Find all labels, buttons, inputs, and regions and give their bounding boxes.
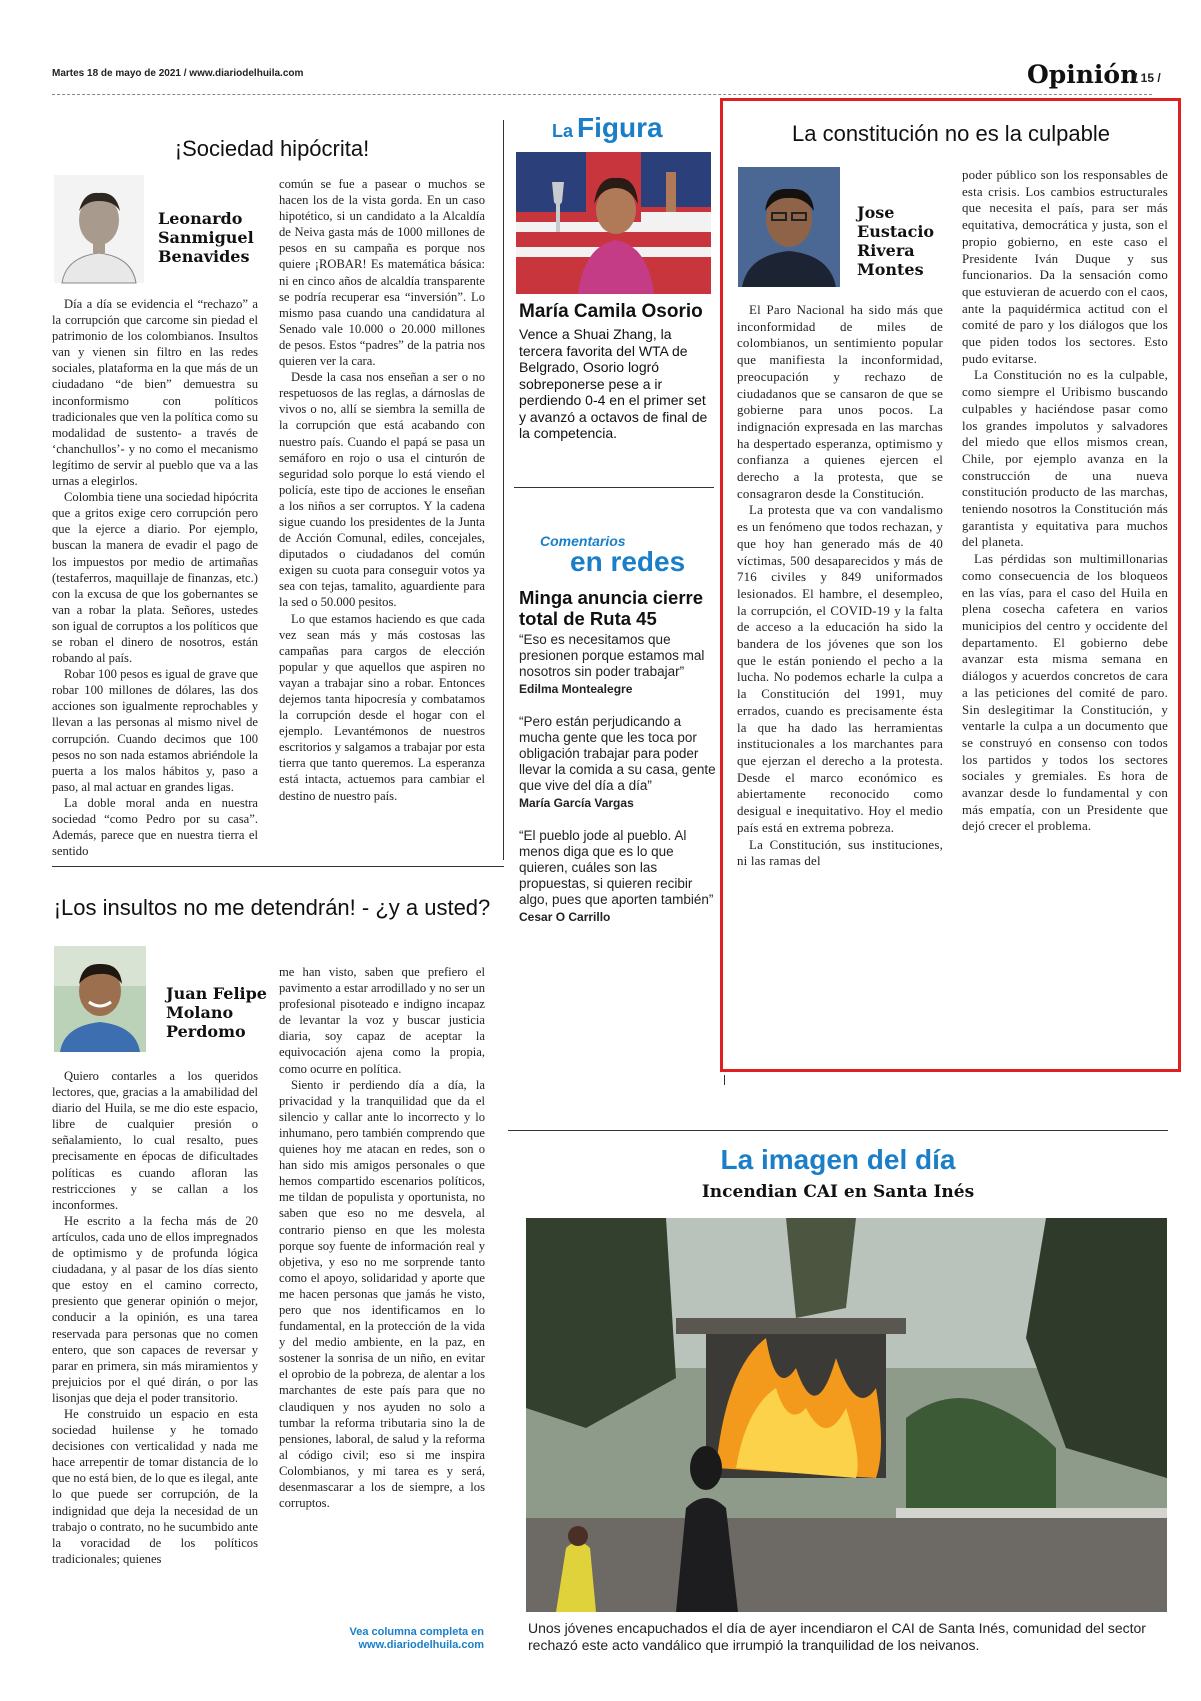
full-column-link[interactable]: Vea columna completa en www.diariodelhuila.com (349, 1626, 484, 1651)
column-divider (724, 1075, 725, 1085)
article-column-1 (52, 1068, 258, 1658)
paragraph: La Constitución, sus instituciones, ni las ramas del (737, 837, 943, 869)
paragraph: Siento ir perdiendo día a día, la privacidad y la tranquilidad que da el silencio y callar ante lo incorrecto y lo inhumano, pero también comprendo que quienes hoy me atacan en redes, son o han sido mis amigos personales o que hemos compartido escenarios políticos, me tildan de populista y oportunista, no saben que eso no me desvela, al contrario pienso en que les molesta porque soy fuente de información real y objetiva, y eso no me sorprende tanto como el apoyo, solidaridad y aporte que me hacen personas que jamás he visto, pero que nos identificamos en lo fundamental, en la protección de la vida y del medio ambiente, en la paz, en sostener la sonrisa de un niño, en evitar el oprobio de la pobreza, de alentar a los marchantes de este país para que no claudiquen y nos ayuden no solo a tumbar la reforma tributaria sino la de pensiones, laboral, de salud y la reforma al código civil; eso si me inspira Colombianos, y mi tarea es y será, desenmascarar a los de siempre, a los corruptos. (279, 1077, 485, 1511)
paragraph: común se fue a pasear o muchos se hacen los de la vista gorda. En un caso hipotético, si un candidato a la Alcaldía de Neiva gasta más de 1000 millones de pesos en su campaña es porque nos quiere ¡ROBAR! Es matemática básica: ni en cinco años de alcaldía transparente se podría recuperar esa “inversión”. Lo mismo pasa cuando una candidatura al Senado vale 10.000 o 20.000 millones de pesos. Estos “padres” de la patria nos quieren ver la cara. (279, 177, 485, 369)
quote-text: “Pero están perjudicando a mucha gente que les toca por obligación trabajar para poder llevar la comida a su casa, gente que vive del día a día” (519, 714, 716, 793)
paragraph: Robar 100 pesos es igual de grave que robar 100 millones de dólares, las dos acciones son igualmente reprochables y llevan a las personas al mismo nivel de corrupción. Cuando decimos que 100 pesos no son nada estamos abriéndole la puerta a los malos hábitos y, paso a paso, al mal actuar en grandes ligas. (52, 667, 258, 794)
article-column-2 (279, 964, 485, 1616)
imagen-subtitle: Incendian CAI en Santa Inés (701, 1182, 975, 1202)
list-item (519, 828, 719, 924)
paragraph: Quiero contarles a los queridos lectores, que, gracias a la amabilidad del diario del Huila, se me dio este espacio, libre de cualquier presión o señalamiento, lo cual resalto, pues precisamente en épocas de dificultades políticas es cuando afloran las restricciones y se callan a los inconformes. (52, 1069, 258, 1212)
section-divider (508, 1130, 1168, 1131)
article-title: ¡Los insultos no me detendrán! - ¿y a usted? (53, 895, 491, 920)
article-column-2 (279, 176, 485, 848)
quote-text: “Eso es necesitamos que presionen porque estamos mal nosotros sin poder trabajar” (519, 632, 705, 679)
author-photo (54, 946, 146, 1052)
redes-label-small: Comentarios (540, 533, 626, 549)
article-title: ¡Sociedad hipócrita! (174, 136, 370, 161)
author-name: Juan Felipe Molano Perdomo (166, 984, 267, 1041)
paragraph: La Constitución no es la culpable, como siempre el Uribismo buscando culpables y haciéndose pasar como los grandes impolutos y salvadores del miedo que ellos mismos crean, Chile, por ejemplo avanza en la construcción de una nueva constitución producto de las marchas, teniendo nosotros la Constitución más garantista y equitativa para muchos del planeta. (962, 368, 1168, 550)
quote-text: “El pueblo jode al pueblo. Al menos diga que es lo que quieren, cuáles son las propuestas, si quieren recibir algo, pues que aporten también” (519, 828, 714, 907)
redes-headline: Minga anuncia cierre total de Ruta 45 (519, 587, 704, 629)
cai-fire-photo (526, 1218, 1167, 1612)
paragraph: He construido un espacio en esta sociedad huilense y he tomado decisiones con verticalidad y nada me hace arrepentir de tomar distancia de lo que no está bien, de lo que es ilegal, ante lo que puede ser corrupción, de la indignidad que deja la necesidad de un trabajo o contrato, no he sucumbido ante la voracidad de los políticos tradicionales; quienes (52, 1406, 258, 1566)
section-divider (52, 866, 504, 867)
paragraph: La doble moral anda en nuestra sociedad “como Pedro por su casa”. Además, parece que en nuestra tierra el sentido (52, 795, 258, 859)
paragraph: Las pérdidas son multimillonarias como consecuencia de los bloqueos en las vías, para el caso del Huila en plena cosecha cafetera en varios municipios del centro y occidente del departamento. El gobierno debe avanzar esta misma semana en diálogos y acuerdos concretos de cara a las peticiones del comité de paro. Sin deslegitimar la Constitución, y ventarle la culpa a un documento que se construyó en consenso con todos los partidos y todos los sectores sociales y gremiales. Es hora de avanzar desde lo fundamental y con más empatía, con un Presidente que dejó crecer el problema. (962, 552, 1168, 834)
column-divider (503, 120, 504, 860)
paragraph: Desde la casa nos enseñan a ser o no respetuosos de las reglas, a dárnoslas de vivos o no, allí se siembra la semilla de la corrupción que está acabando con nuestro país. Cuando el papá se pasa un semáforo en rojo o usa el cinturón de seguridad solo porque lo está viendo el policía, este tipo de acciones le enseñan a los niños a ser corruptos. Y la cadena sigue cuando los presidentes de la Junta de Acción Comunal, ediles, concejales, diputados o ciudadanos del común exigen su cuota para conseguir votos ya sea con tejas, tamalito, aguardiente para la sed o 50.000 pesitos. (279, 370, 485, 610)
section-divider (514, 487, 714, 488)
photo-caption: Unos jóvenes encapuchados el día de ayer incendiaron el CAI de Santa Inés, comunidad del sector rechazó este acto vandálico que irrumpió la tranquilidad de los neivanos. (528, 1620, 1146, 1653)
article-column-1 (52, 296, 259, 859)
author-photo (54, 175, 144, 283)
quote-author: María García Vargas (519, 796, 634, 810)
redes-label-big: en redes (570, 546, 686, 577)
figura-name: María Camila Osorio (519, 301, 703, 322)
article-title: La constitución no es la culpable (792, 121, 1110, 146)
figura-header (552, 112, 692, 144)
quote-author: Edilma Montealegre (519, 682, 633, 696)
tennis-player-photo-icon (516, 152, 711, 294)
author-name: Jose Eustacio Rivera Montes (857, 203, 935, 279)
author-name: Leonardo Sanmiguel Benavides (158, 209, 254, 266)
quote-list (519, 632, 719, 924)
fire-scene-photo-icon (526, 1218, 1167, 1612)
list-item (519, 632, 719, 696)
figura-label-big: Figura (577, 112, 663, 143)
quote-author: Cesar O Carrillo (519, 910, 611, 924)
paragraph: Colombia tiene una sociedad hipócrita que a gritos exige cero corrupción pero que la ejerce a diario. Por ejemplo, buscan la manera de evadir el pago de los impuestos por medio de artimañas (testaferros, maquillaje de finanzas, etc.) con la excusa de que los gobernantes se van a robar la plata. Señores, ustedes son igual de corruptos a los políticos que se roban el dinero de nosotros, están robando al país. (52, 490, 259, 666)
header-divider (52, 94, 1152, 95)
header-date: Martes 18 de mayo de 2021 / www.diariodelhuila.com (52, 68, 304, 79)
list-item (519, 714, 719, 810)
article-column-1 (737, 302, 943, 1022)
author-portrait-icon (738, 167, 840, 287)
paragraph: La protesta que va con vandalismo es un fenómeno que todos rechazan, y que hoy han generado más de 40 víctimas, 500 desaparecidos y más de 716 civiles y 849 uniformados lesionados. El hambre, el desempleo, la corrupción, el COVID-19 y la falta de acceso a la educación ha sido la bandera de los jóvenes que son los que le están poniendo el pecho a la lucha. No podemos echarle la culpa a la Constitución del 1991, muy errados, cuando es precisamente ésta la que ha dado las herramientas institucionales a los marchantes para que ejerzan el derecho a la protesta. Desde el marco económico es abiertamente reconocido como desigual e inequitativo. Hoy el medio país está en extrema pobreza. (737, 503, 943, 835)
figura-photo (516, 152, 711, 294)
paragraph: Día a día se evidencia el “rechazo” a la corrupción que carcome sin piedad el patrimonio de los colombianos. Insultos van y vienen sin filtro en las redes sociales, plataforma en la que más de un ciudadano “de bien” demuestra su inconformismo con políticos tradicionales que ven la política como su modalidad de sustento- a través de ‘chanchullos’- y no como el mecanismo legítimo de servir al pueblo que va a las urnas a elegirlos. (52, 297, 258, 489)
author-portrait-icon (54, 946, 146, 1052)
article-column-2 (962, 167, 1168, 1027)
author-portrait-icon (54, 175, 144, 283)
author-photo (738, 167, 840, 287)
figura-text: Vence a Shuai Zhang, la tercera favorita del WTA de Belgrado, Osorio logró sobreponerse pese a ir perdiendo 0-4 en el primer set y avanzó a octavos de final de la competencia. (519, 326, 708, 441)
imagen-title: La imagen del día (720, 1144, 956, 1175)
page-number: / 15 / (1134, 71, 1161, 85)
figura-label-small: La (552, 121, 574, 141)
section-title: Opinión (1027, 60, 1139, 89)
paragraph: poder público son los responsables de esta crisis. Los cambios estructurales que necesita el país, para ser más equitativa, democrática y justa, son el propio gobierno, en este caso el Presidente Iván Duque y sus funcionarios. Da la sensación como que estuvieran de acuerdo con el caos, ante la paquidérmica actitud con el comité de paro y los diálogos que los que piden todos los sectores. Esto pudo evitarse. (962, 168, 1168, 366)
paragraph: El Paro Nacional ha sido más que inconformidad de miles de colombianos, un sentimiento popular que manifiesta la inconformidad, preocupación y rechazo de ciudadanos que se cansaron de que se gobierne para unos pocos. La indignación expresada en las marchas ha despertado esperanza, optimismo y confianza a quienes ejercen el derecho a la protesta, que se consagraron desde la Constitución. (737, 303, 943, 501)
paragraph: He escrito a la fecha más de 20 artículos, cada uno de ellos impregnados de optimismo y de profunda lógica ciudadana, y al pasar de los días siento que estoy en el camino correcto, presiento que generar opinión o mejor, conducir a la opinión, es una tarea reservada para personas que no comen entero, que son capaces de reversar y parar en primera, sin más miramientos y prejuicios por el qué dirán, o por las lisonjas que deja el poder transitorio. (52, 1213, 258, 1405)
paragraph: me han visto, saben que prefiero el pavimento a estar arrodillado y no ser un profesional pisoteado e indigno incapaz de levantar la voz y buscar justicia diaria, soy capaz de aceptar la equivocación ajena como la propia, como ocurre en política. (279, 965, 485, 1076)
paragraph: Lo que estamos haciendo es que cada vez sean más y más costosas las campañas para cargos de elección popular y que aquellos que aspiren no vayan a trabajar sino a robar. Entonces dejemos tanta hipocresía y combatamos la corrupción desde el hogar con el ejemplo. Levantémonos de nuestros escritorios y salgamos a trabajar por esta tierra que tanto queremos. La esperanza está intacta, actuemos para cambiar el destino de nuestro país. (279, 611, 485, 803)
